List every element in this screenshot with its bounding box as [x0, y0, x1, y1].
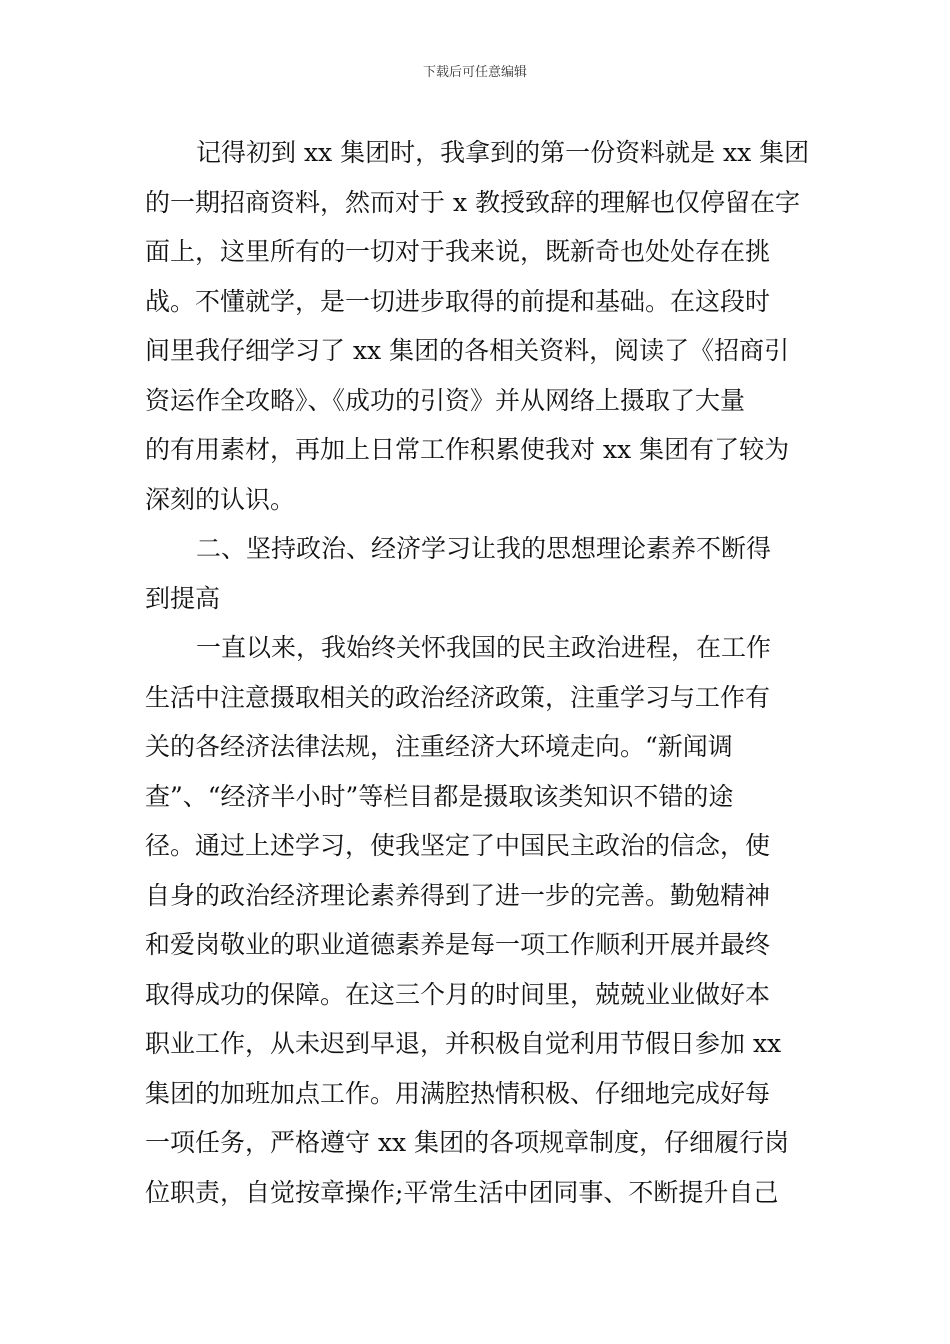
text-line: 自身的政治经济理论素养得到了进一步的完善。勤勉精神: [145, 880, 771, 910]
text-line: 集团的加班加点工作。用满腔热情积极、仔细地完成好每: [145, 1078, 771, 1108]
text-line: 职业工作，从未迟到早退，并积极自觉利用节假日参加 xx: [145, 1029, 782, 1058]
text-line: 查”、“经济半小时”等栏目都是摄取该类知识不错的途: [145, 781, 734, 811]
text-line: 记得初到 xx 集团时，我拿到的第一份资料就是 xx 集团: [196, 138, 810, 167]
text-line: 面上，这里所有的一切对于我来说，既新奇也处处存在挑: [145, 237, 771, 266]
document-body: [145, 128, 810, 1217]
text-line: 资运作全攻略》、《成功的引资》并从网络上摄取了大量: [145, 385, 746, 415]
text-line: 取得成功的保障。在这三个月的时间里，兢兢业业做好本: [145, 979, 771, 1009]
text-line: 径。通过上述学习，使我坚定了中国民主政治的信念，使: [145, 831, 771, 860]
text-line: 生活中注意摄取相关的政治经济政策，注重学习与工作有: [145, 682, 771, 712]
section-heading-continued: 到提高: [145, 583, 221, 613]
text-line: 深刻的认识。: [145, 484, 296, 514]
text-line: 和爱岗敬业的职业道德素养是每一项工作顺利开展并最终: [145, 930, 771, 959]
text-line: 的有用素材，再加上日常工作积累使我对 xx 集团有了较为: [145, 435, 790, 464]
text-line: 一直以来，我始终关怀我国的民主政治进程，在工作: [196, 633, 772, 662]
text-line: 关的各经济法律法规，注重经济大环境走向。“新闻调: [145, 732, 733, 761]
text-line: 位职责，自觉按章操作;平常生活中团同事、不断提升自己: [145, 1177, 779, 1207]
page-header-note: 下载后可任意编辑: [422, 65, 527, 80]
text-line: 战。不懂就学，是一切进步取得的前提和基础。在这段时: [145, 286, 771, 316]
text-line: 间里我仔细学习了 xx 集团的各相关资料，阅读了《招商引: [145, 336, 790, 365]
text-line: 一项任务，严格遵守 xx 集团的各项规章制度，仔细履行岗: [145, 1128, 790, 1157]
section-heading: 二、坚持政治、经济学习让我的思想理论素养不断得: [196, 534, 772, 563]
text-line: 的一期招商资料，然而对于 x 教授致辞的理解也仅停留在字: [145, 187, 800, 217]
